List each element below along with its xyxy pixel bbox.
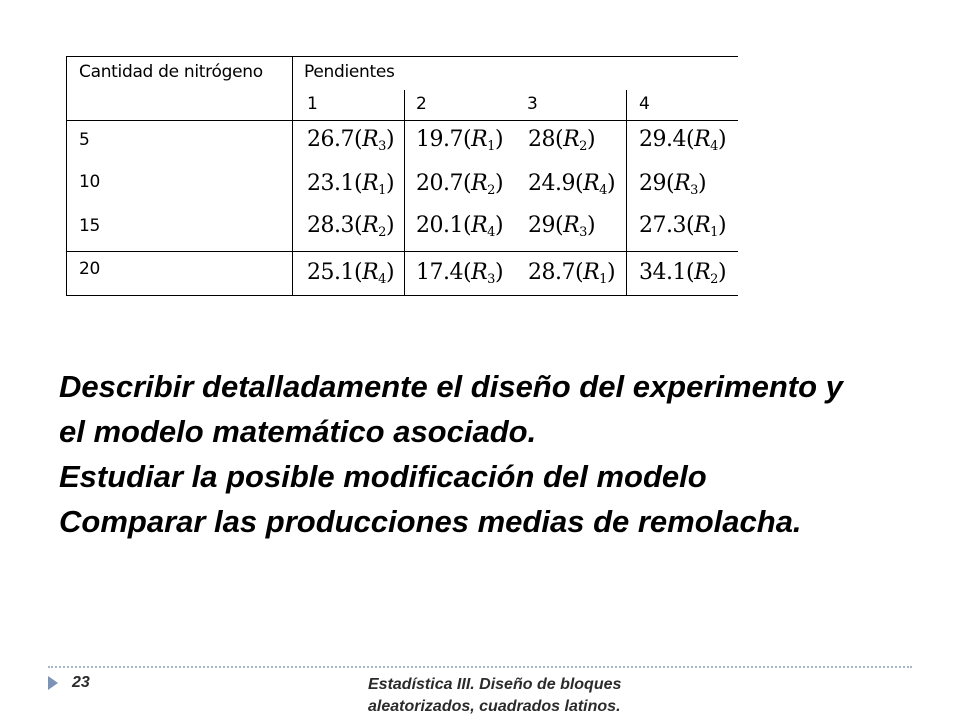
slopes-column-header: Pendientes [304,62,395,82]
footer-arrow-icon [48,676,58,690]
footer-divider [48,666,912,668]
table-divider-nitrogen [292,56,293,296]
table-cell: $29(R_3)$ [528,213,596,240]
footer-caption: Estadística III. Diseño de bloques aleatorizados, cuadrados latinos. [368,676,622,715]
table-cell: $26.7(R_3)$ [307,127,395,154]
table-border-top [66,56,738,57]
table-cell: $34.1(R_2)$ [639,260,727,287]
data-table [66,56,738,296]
table-cell: $17.4(R_3)$ [416,260,504,287]
table-cell: $29(R_3)$ [639,171,707,198]
exercise-line: Comparar las producciones medias de remolacha. [59,504,802,539]
table-cell: $25.1(R_4)$ [307,260,395,287]
table-cell: $27.3(R_1)$ [639,213,727,240]
nitrogen-level: 20 [79,259,101,279]
table-border-left [66,56,67,296]
exercise-line: Describir detalladamente el diseño del experimento y el modelo matemático asociado. [59,369,843,449]
column-number-3: 3 [527,94,538,114]
nitrogen-level: 10 [79,172,101,192]
exercise-line: Estudiar la posible modificación del modelo [59,459,707,494]
page-number: 23 [72,674,90,691]
table-cell: $28.7(R_1)$ [528,260,616,287]
column-number-2: 2 [416,94,427,114]
table-cell: $19.7(R_1)$ [416,127,504,154]
table-cell: $29.4(R_4)$ [639,127,727,154]
table-cell: $24.9(R_4)$ [528,171,616,198]
table-cell: $28(R_2)$ [528,127,596,154]
table-header-separator [66,120,738,121]
table-border-bottom [66,295,738,296]
table-cell: $23.1(R_1)$ [307,171,395,198]
table-cell: $20.7(R_2)$ [416,171,504,198]
nitrogen-column-header: Cantidad de nitrógeno [79,62,263,82]
exercise-statement [59,364,859,544]
table-cell: $20.1(R_4)$ [416,213,504,240]
nitrogen-level: 5 [79,130,90,150]
table-row-separator [66,251,738,252]
column-number-1: 1 [307,94,318,114]
table-cell: $28.3(R_2)$ [307,213,395,240]
column-number-4: 4 [639,94,650,114]
nitrogen-level: 15 [79,216,101,236]
